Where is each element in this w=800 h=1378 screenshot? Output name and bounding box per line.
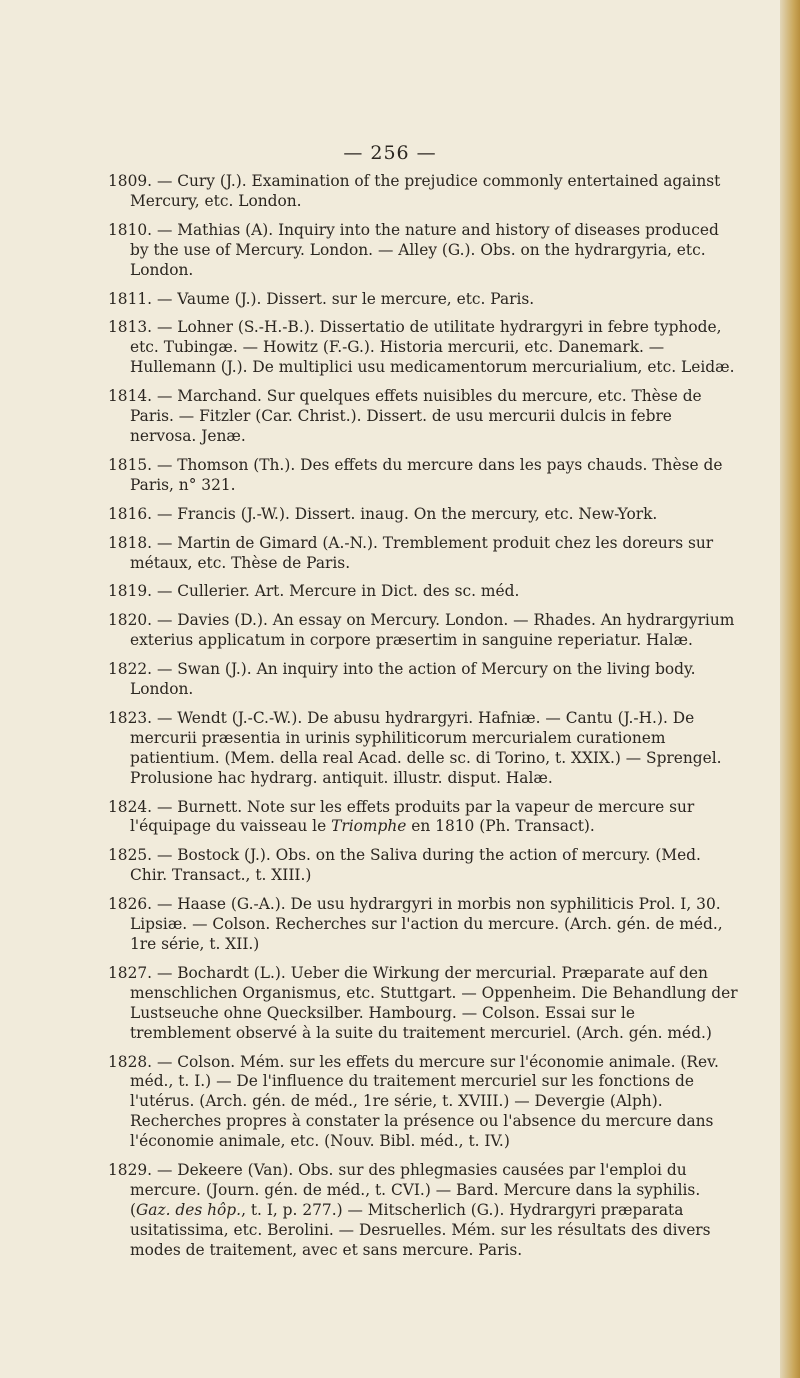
bibliography-entry xyxy=(108,1161,738,1261)
page-number: — 256 — xyxy=(343,142,437,164)
entry-year: 1824. xyxy=(108,797,157,816)
entry-year: 1829. xyxy=(108,1161,157,1180)
entry-text: — Thomson (Th.). Des effets du mercure dans les pays chauds. Thèse de Paris, n° 321. xyxy=(130,455,723,494)
entry-year: 1811. xyxy=(108,289,157,308)
bibliography-list xyxy=(108,172,738,1270)
entry-year: 1820. xyxy=(108,611,157,630)
bibliography-entry xyxy=(108,895,738,955)
bibliography-entry xyxy=(108,172,738,212)
entry-text: — Swan (J.). An inquiry into the action of Mercury on the living body. London. xyxy=(130,660,696,699)
entry-year: 1823. xyxy=(108,708,157,727)
entry-text: — Burnett. Note sur les effets produits par la vapeur de mercure sur l'équipage du vaisseau le xyxy=(130,797,695,836)
entry-text: — Lohner (S.-H.-B.). Dissertatio de utilitate hydrargyri in febre typhode, etc. Tubingæ. — Howitz (F.-G.). Historia mercurii, etc. Danemark. — Hullemann (J.). De multiplici usu medicamentorum mercurialium, etc. Leidæ. xyxy=(130,318,735,377)
entry-year: 1815. xyxy=(108,455,157,474)
bibliography-entry xyxy=(108,221,738,281)
bibliography-entry xyxy=(108,964,738,1044)
entry-text: — Dekeere (Van). Obs. sur des phlegmasies causées par l'emploi du mercure. (Journ. gén. de méd., t. CVI.) — Bard. Mercure dans la syphilis. ( xyxy=(130,1161,701,1219)
bibliography-entry xyxy=(108,505,738,525)
entry-text: — Cury (J.). Examination of the prejudice commonly entertained against Mercury, etc. London. xyxy=(130,172,721,210)
entry-text: — Colson. Mém. sur les effets du mercure sur l'économie animale. (Rev. méd., t. I.) — De l'influence du traitement mercuriel sur les fonctions de l'utérus. (Arch. gén. de méd., 1re série, t. XVIII.) — Devergie (Alph). Recherches propres à constater la présence ou l'absence du mercure dans l'économie animale, etc. (Nouv. Bibl. méd., t. IV.) xyxy=(130,1052,719,1151)
entry-year: 1826. xyxy=(108,895,157,914)
bibliography-entry xyxy=(108,534,738,574)
entry-text: — Bochardt (L.). Ueber die Wirkung der mercurial. Præparate auf den menschlichen Organismus, etc. Stuttgart. — Oppenheim. Die Behandlung der Lustseuche ohne Quecksilber. Hambourg. — Colson. Essai sur le tremblement observé à la suite du traitement mercuriel. (Arch. gén. méd.) xyxy=(130,963,738,1042)
entry-text-cont: en 1810 (Ph. Transact). xyxy=(406,817,595,836)
entry-year: 1827. xyxy=(108,963,157,982)
bibliography-entry xyxy=(108,798,738,838)
entry-year: 1816. xyxy=(108,504,157,523)
bibliography-entry xyxy=(108,709,738,789)
entry-text-cont: , t. I, p. 277.) — Mitscherlich (G.). Hydrargyri præparata usitatissima, etc. Berolini. — Desruelles. Mém. sur les résultats des divers modes de traitement, avec et sans mercure. Paris. xyxy=(130,1200,711,1259)
entry-text: — Davies (D.). An essay on Mercury. London. — Rhades. An hydrargyrium exterius applicatum in corpore præsertim in sanguine reperiatur. Halæ. xyxy=(130,611,735,650)
entry-text: — Haase (G.-A.). De usu hydrargyri in morbis non syphiliticis Prol. I, 30. Lipsiæ. — Colson. Recherches sur l'action du mercure. (Arch. gén. de méd., 1re série, t. XII.) xyxy=(130,895,723,953)
entry-year: 1822. xyxy=(108,660,157,679)
entry-year: 1825. xyxy=(108,846,157,865)
entry-text: — Francis (J.-W.). Dissert. inaug. On the mercury, etc. New-York. xyxy=(156,504,658,523)
bibliography-entry xyxy=(108,318,738,378)
bibliography-entry xyxy=(108,1053,738,1153)
entry-text: — Vaume (J.). Dissert. sur le mercure, etc. Paris. xyxy=(156,289,535,308)
entry-text: — Cullerier. Art. Mercure in Dict. des sc. méd. xyxy=(156,582,520,601)
entry-text: — Bostock (J.). Obs. on the Saliva during the action of mercury. (Med. Chir. Transact., t. XIII.) xyxy=(130,846,701,885)
entry-year: 1814. xyxy=(108,387,157,406)
entry-text: — Wendt (J.-C.-W.). De abusu hydrargyri. Hafniæ. — Cantu (J.-H.). De mercurii præsentia in urinis syphiliticorum mercurialem curationem patientium. (Mem. della real Acad. delle sc. di Torino, t. XXIX.) — Sprengel. Prolusione hac hydrarg. antiquit. illustr. disput. Halæ. xyxy=(130,708,722,787)
bibliography-entry xyxy=(108,582,738,602)
bibliography-entry xyxy=(108,290,738,310)
entry-year: 1819. xyxy=(108,582,157,601)
entry-year: 1828. xyxy=(108,1052,157,1071)
entry-text: — Mathias (A). Inquiry into the nature and history of diseases produced by the use of Mercury. London. — Alley (G.). Obs. on the hydrargyria, etc. London. xyxy=(130,220,719,279)
bibliography-entry xyxy=(108,611,738,651)
entry-text: — Martin de Gimard (A.-N.). Tremblement produit chez les doreurs sur métaux, etc. Thèse de Paris. xyxy=(130,533,714,572)
entry-text: — Marchand. Sur quelques effets nuisibles du mercure, etc. Thèse de Paris. — Fitzler (Car. Christ.). Dissert. de usu mercurii dulcis in febre nervosa. Jenæ. xyxy=(130,387,702,445)
entry-year: 1813. xyxy=(108,318,157,337)
bibliography-entry xyxy=(108,660,738,700)
entry-year: 1809. xyxy=(108,172,157,190)
page-edge xyxy=(780,0,800,1378)
bibliography-entry xyxy=(108,846,738,886)
bibliography-entry xyxy=(108,387,738,447)
entry-year: 1810. xyxy=(108,220,157,239)
entry-italic-title: Gaz. des hôp. xyxy=(136,1200,242,1219)
entry-italic-title: Triomphe xyxy=(331,817,407,836)
entry-year: 1818. xyxy=(108,533,157,552)
bibliography-entry xyxy=(108,456,738,496)
